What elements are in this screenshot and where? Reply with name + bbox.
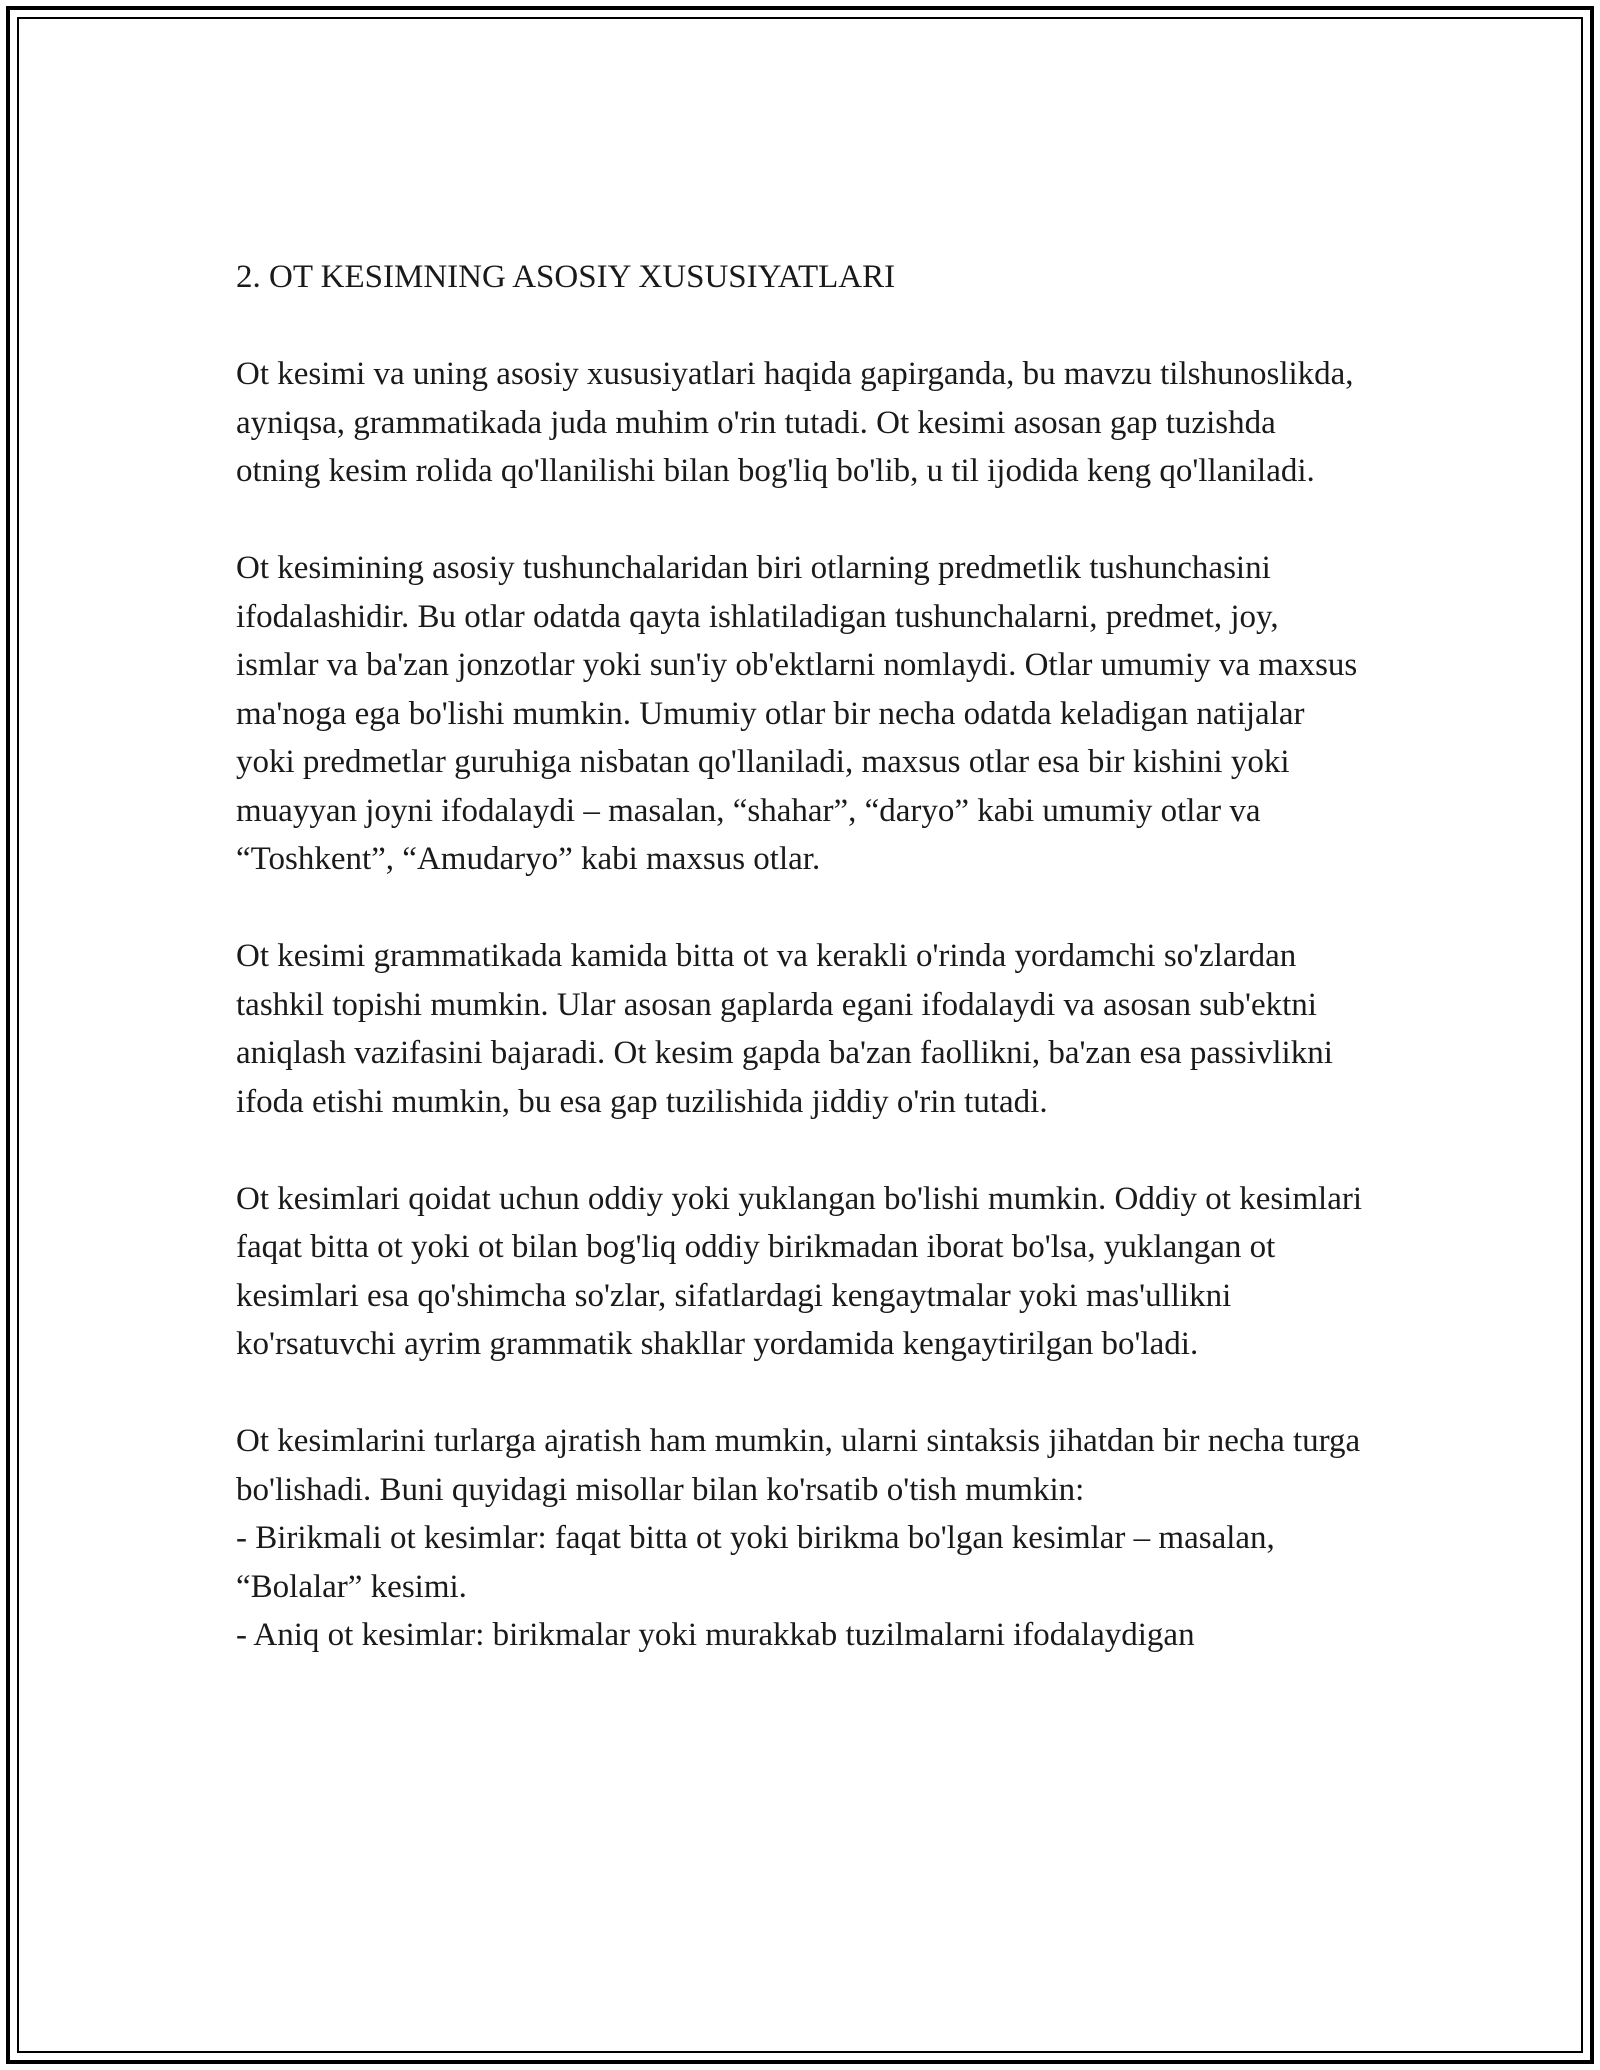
paragraph-1: Ot kesimi va uning asosiy xususiyatlari haqida gapirganda, bu mavzu tilshunoslikda, ayniqsa, grammatikada juda muhim o'rin tutadi. Ot kesimi asosan gap tuzishda otning kesim rolida qo'llanilishi bilan bog'liq bo'lib, u til ijodida keng qo'llaniladi.	[236, 356, 1354, 489]
list-item: - Birikmali ot kesimlar: faqat bitta ot yoki birikma bo'lgan kesimlar – masalan, “Bolalar” kesimi.	[236, 1520, 1275, 1605]
example-list	[236, 1514, 1366, 1660]
section-heading: 2. OT KESIMNING ASOSIY XUSUSIYATLARI	[236, 259, 896, 295]
paragraph-5-intro: Ot kesimlarini turlarga ajratish ham mumkin, ularni sintaksis jihatdan bir necha turga bo'lishadi. Buni quyidagi misollar bilan ko'rsatib o'tish mumkin:	[236, 1423, 1361, 1508]
list-item: - Aniq ot kesimlar: birikmalar yoki murakkab tuzilmalarni ifodalaydigan	[236, 1617, 1195, 1653]
paragraph-3: Ot kesimi grammatikada kamida bitta ot va kerakli o'rinda yordamchi so'zlardan tashkil topishi mumkin. Ular asosan gaplarda egani ifodalaydi va asosan sub'ektni aniqlash vazifasini bajaradi. Ot kesim gapda ba'zan faollikni, ba'zan esa passivlikni ifoda etishi mumkin, bu esa gap tuzilishida jiddiy o'rin tutadi.	[236, 938, 1333, 1120]
paragraph-2: Ot kesimining asosiy tushunchalaridan biri otlarning predmetlik tushunchasini ifodalashidir. Bu otlar odatda qayta ishlatiladigan tushunchalarni, predmet, joy, ismlar va ba'zan jonzotlar yoki sun'iy ob'ektlarni nomlaydi. Otlar umumiy va maxsus ma'noga ega bo'lishi mumkin. Umumiy otlar bir necha odatda keladigan natijalar yoki predmetlar guruhiga nisbatan qo'llaniladi, maxsus otlar esa bir kishini yoki muayyan joyni ifodalaydi – masalan, “shahar”, “daryo” kabi umumiy otlar va “Toshkent”, “Amudaryo” kabi maxsus otlar.	[236, 550, 1358, 877]
paragraph-4: Ot kesimlari qoidat uchun oddiy yoki yuklangan bo'lishi mumkin. Oddiy ot kesimlari faqat bitta ot yoki ot bilan bog'liq oddiy birikmadan iborat bo'lsa, yuklangan ot kesimlari esa qo'shimcha so'zlar, sifatlardagi kengaytmalar yoki mas'ullikni ko'rsatuvchi ayrim grammatik shakllar yordamida kengaytirilgan bo'ladi.	[236, 1180, 1362, 1362]
document-body	[236, 253, 1366, 1660]
paragraph-5	[236, 1417, 1366, 1660]
